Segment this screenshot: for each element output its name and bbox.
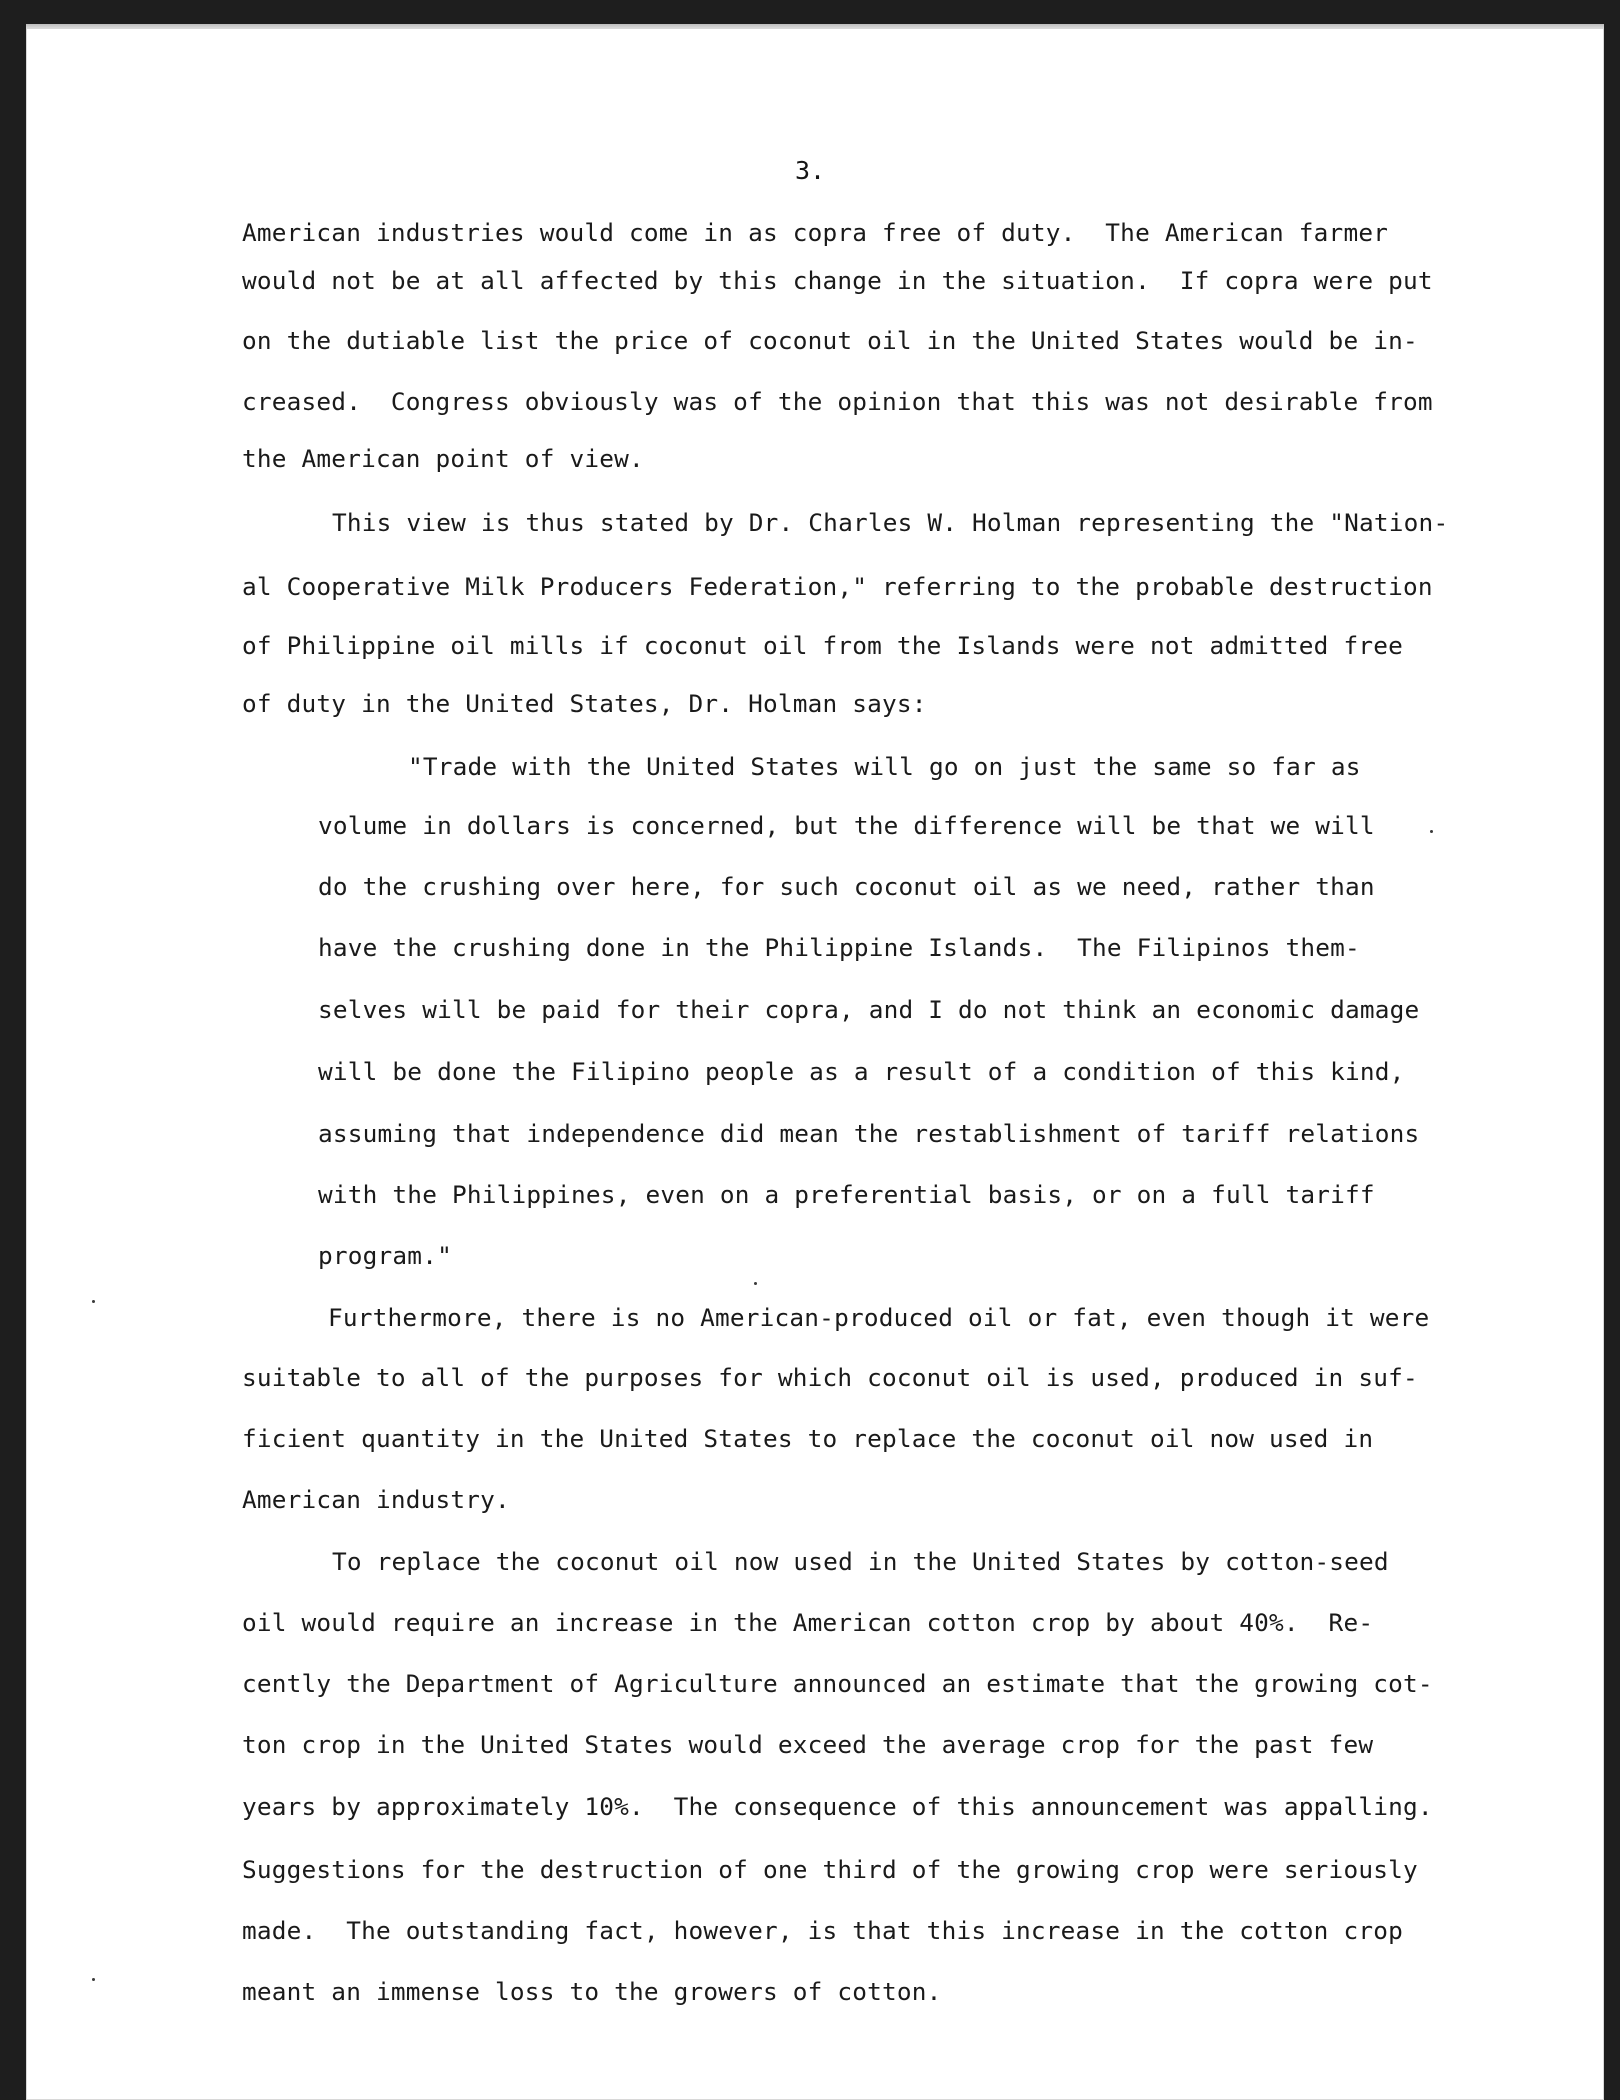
text-line: ficient quantity in the United States to replace the coconut oil now used in: [242, 1424, 1374, 1453]
text-line: Suggestions for the destruction of one third of the growing crop were seriously: [242, 1855, 1418, 1884]
scan-speck: [1430, 830, 1433, 833]
text-line: American industry.: [242, 1485, 510, 1514]
quote-line: program.": [318, 1241, 452, 1270]
scan-speck: [92, 1300, 95, 1303]
text-line: al Cooperative Milk Producers Federation," referring to the probable destruction: [242, 572, 1433, 601]
quote-line: do the crushing over here, for such coconut oil as we need, rather than: [318, 872, 1375, 901]
quote-line: selves will be paid for their copra, and I do not think an economic damage: [318, 995, 1420, 1024]
text-line: suitable to all of the purposes for which coconut oil is used, produced in suf-: [242, 1363, 1418, 1392]
text-line: the American point of view.: [242, 444, 644, 473]
quote-line: "Trade with the United States will go on just the same so far as: [408, 752, 1361, 781]
text-line: on the dutiable list the price of coconut oil in the United States would be in-: [242, 326, 1418, 355]
text-line: American industries would come in as copra free of duty. The American farmer: [242, 218, 1389, 247]
quote-line: with the Philippines, even on a preferential basis, or on a full tariff: [318, 1180, 1375, 1209]
text-line: oil would require an increase in the American cotton crop by about 40%. Re-: [242, 1608, 1374, 1637]
text-line: This view is thus stated by Dr. Charles W. Holman representing the "Nation-: [332, 508, 1449, 537]
text-line: Furthermore, there is no American-produced oil or fat, even though it were: [328, 1303, 1430, 1332]
text-line: meant an immense loss to the growers of cotton.: [242, 1977, 942, 2006]
text-line: of Philippine oil mills if coconut oil from the Islands were not admitted free: [242, 631, 1403, 660]
scan-speck: [754, 1282, 757, 1285]
text-line: would not be at all affected by this change in the situation. If copra were put: [242, 266, 1433, 295]
text-line: cently the Department of Agriculture announced an estimate that the growing cot-: [242, 1669, 1433, 1698]
text-line: of duty in the United States, Dr. Holman says:: [242, 689, 927, 718]
quote-line: have the crushing done in the Philippine Islands. The Filipinos them-: [318, 933, 1360, 962]
text-line: To replace the coconut oil now used in the United States by cotton-seed: [332, 1547, 1389, 1576]
scan-speck: [92, 1978, 95, 1981]
text-line: creased. Congress obviously was of the opinion that this was not desirable from: [242, 387, 1433, 416]
quote-line: will be done the Filipino people as a result of a condition of this kind,: [318, 1057, 1405, 1086]
text-line: years by approximately 10%. The consequence of this announcement was appalling.: [242, 1792, 1433, 1821]
page-number: 3.: [795, 156, 826, 185]
quote-line: assuming that independence did mean the restablishment of tariff relations: [318, 1119, 1420, 1148]
text-line: made. The outstanding fact, however, is that this increase in the cotton crop: [242, 1916, 1403, 1945]
text-line: ton crop in the United States would exceed the average crop for the past few: [242, 1730, 1374, 1759]
quote-line: volume in dollars is concerned, but the difference will be that we will: [318, 811, 1375, 840]
